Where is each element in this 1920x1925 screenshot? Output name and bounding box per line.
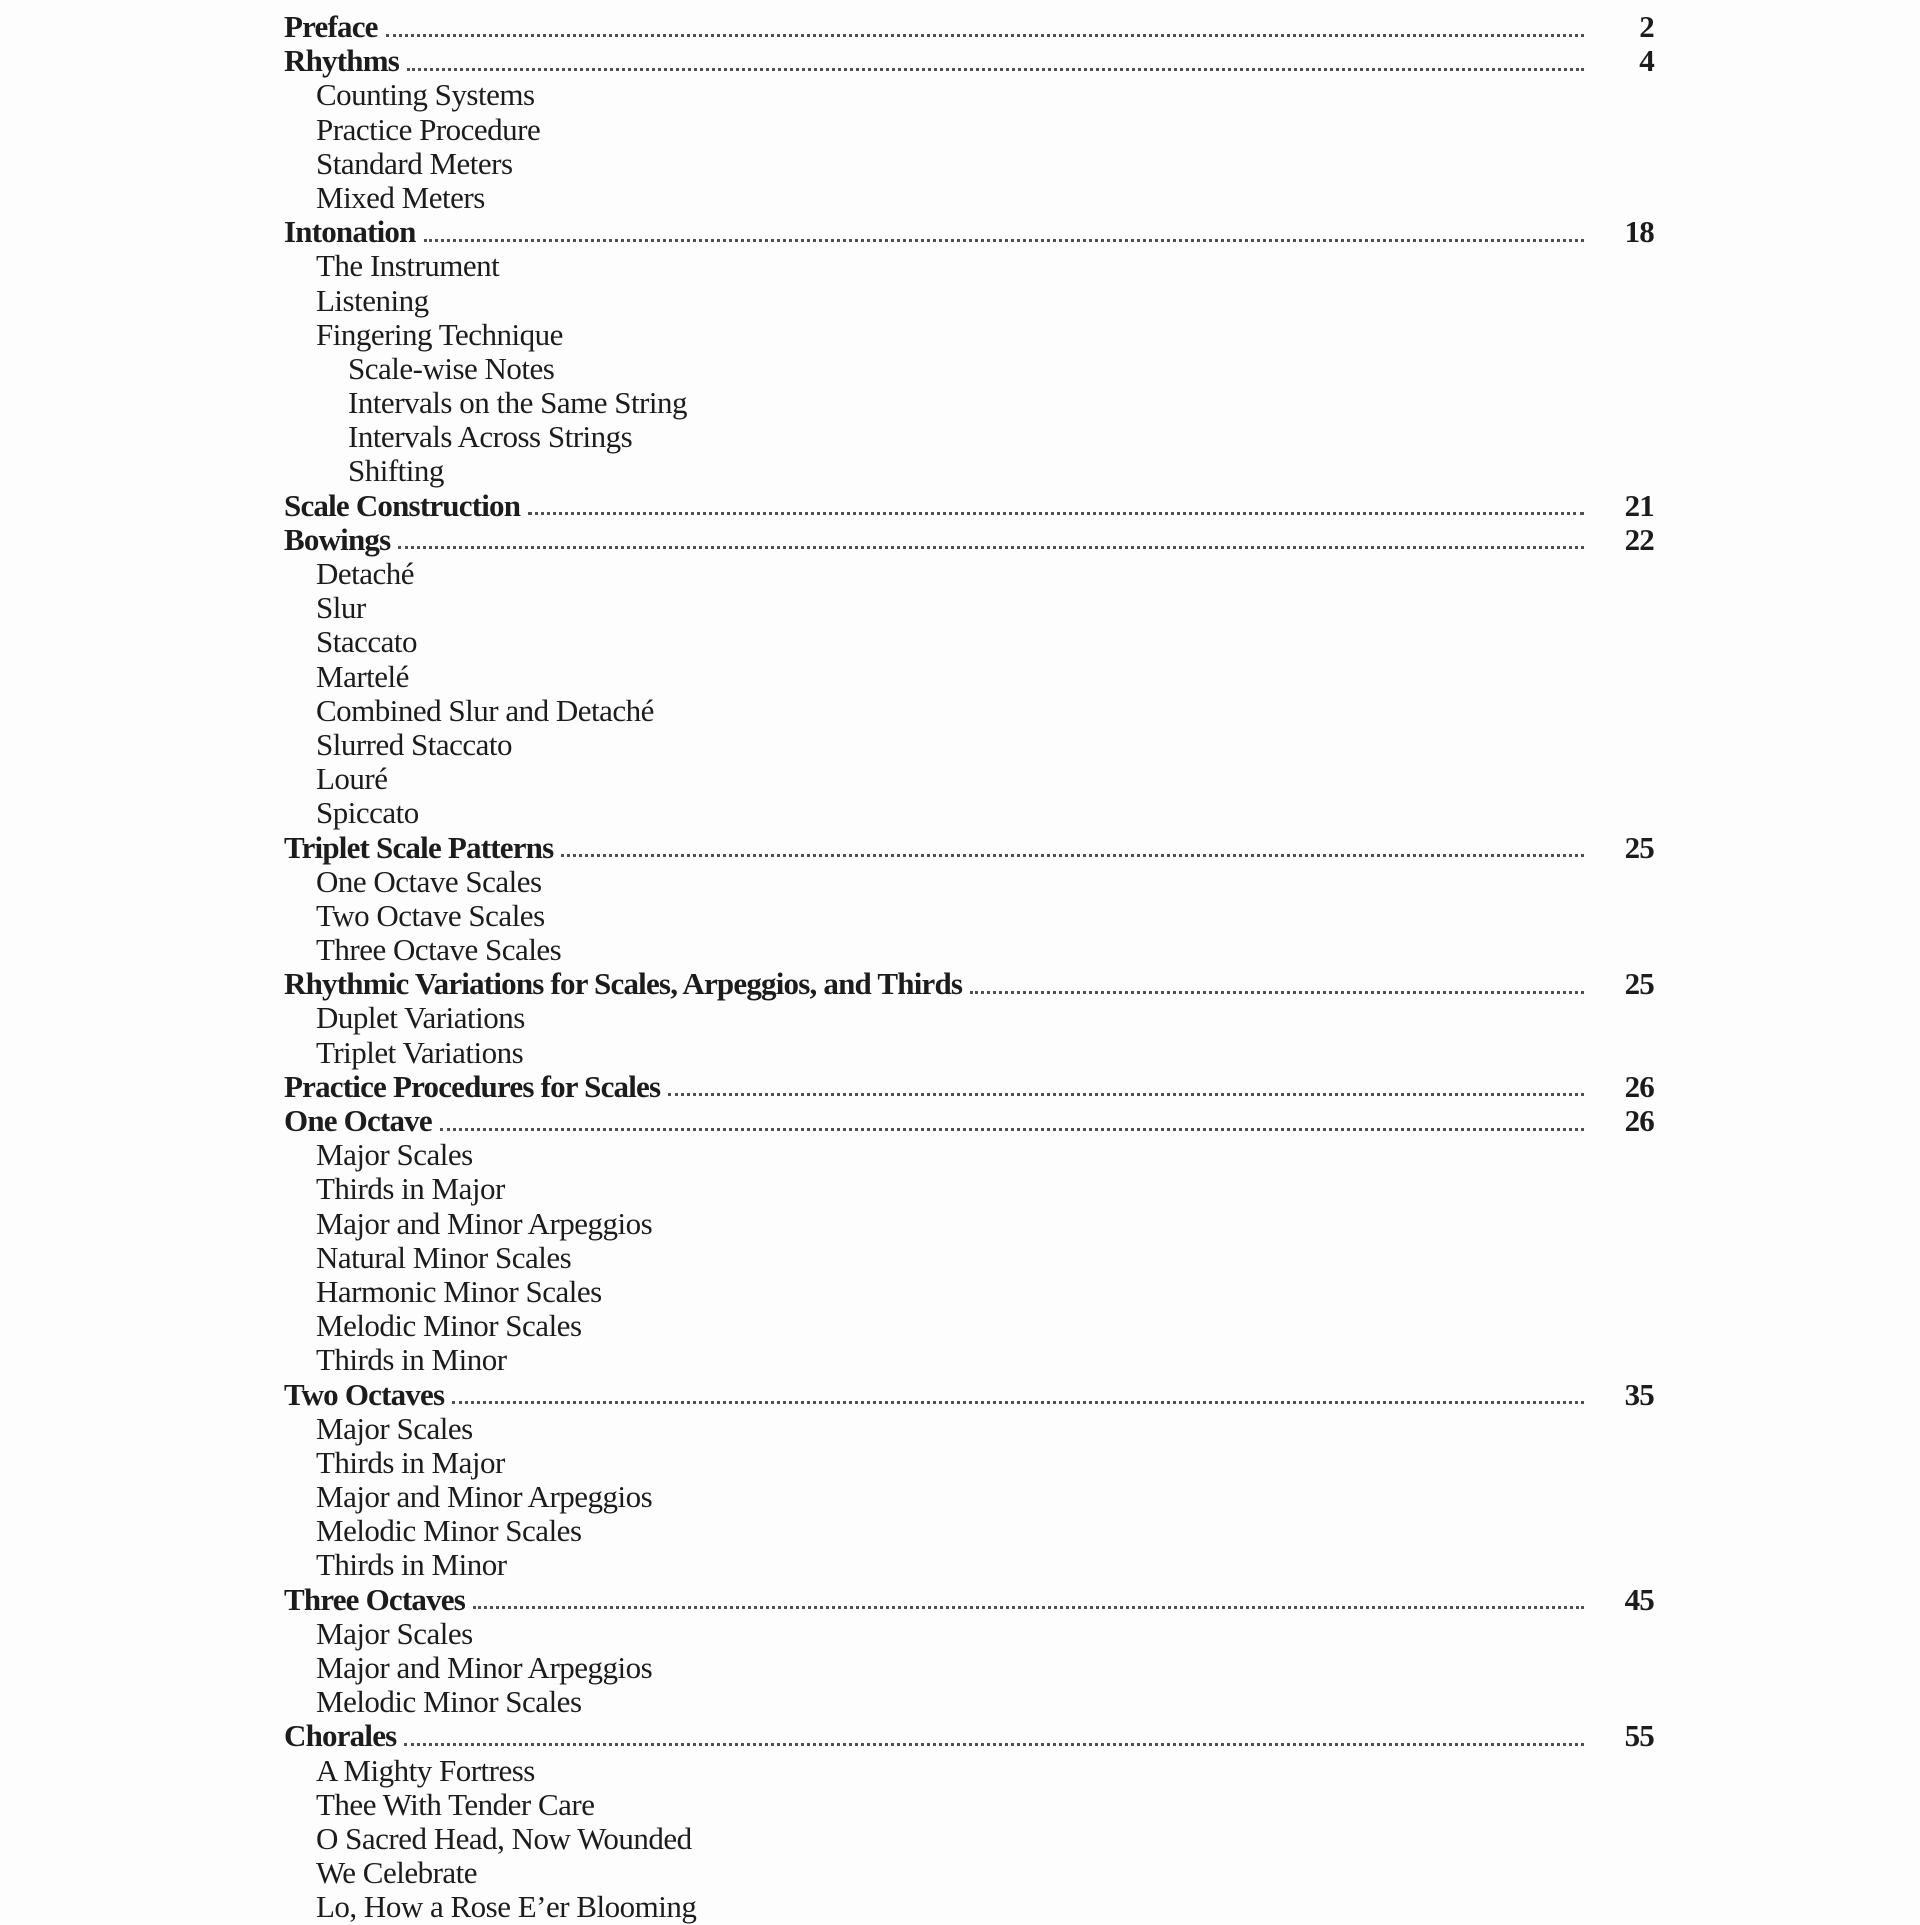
toc-subsection-entry[interactable] [284,1822,1654,1856]
dot-leader [452,1401,1584,1404]
toc-page-number: 2 [1639,9,1654,44]
toc-entry-title: Major Scales [316,1137,473,1173]
toc-subsection-entry[interactable] [284,249,1654,283]
toc-section-entry[interactable] [284,831,1654,865]
toc-subsection-entry[interactable] [284,1001,1654,1035]
toc-subsection-entry[interactable] [284,1685,1654,1719]
dot-leader [473,1606,1584,1609]
toc-entry-title: Intervals on the Same String [348,385,687,421]
toc-section-entry[interactable] [284,1719,1654,1753]
toc-entry-title: Practice Procedures for Scales [284,1068,661,1104]
toc-entry-title: Rhythms [284,43,399,79]
toc-entry-title: Three Octave Scales [316,932,562,968]
toc-entry-title: The Instrument [316,248,500,284]
toc-subsection-entry[interactable] [284,1275,1654,1309]
toc-entry-title: Intonation [284,214,416,250]
toc-entry-title: Mixed Meters [316,179,485,215]
toc-entry-title: Listening [316,282,429,318]
toc-entry-title: Louré [316,761,388,797]
toc-entry-title: Natural Minor Scales [316,1239,572,1275]
toc-entry-title: Counting Systems [316,77,535,113]
toc-entry-title: Standard Meters [316,145,513,181]
toc-entry-title: Fingering Technique [316,316,563,352]
dot-leader [668,1093,1584,1096]
toc-subsection-entry[interactable] [284,796,1654,830]
toc-entry-title: Spiccato [316,795,419,831]
toc-entry-title: Major and Minor Arpeggios [316,1479,653,1515]
toc-subsubsection-entry[interactable] [284,352,1654,386]
toc-entry-title: Combined Slur and Detaché [316,692,654,728]
toc-subsection-entry[interactable] [284,557,1654,591]
toc-entry-title: Thirds in Minor [316,1342,507,1378]
toc-entry-title: Chorales [284,1718,397,1754]
toc-entry-title: Bowings [284,521,391,557]
toc-entry-title: Staccato [316,624,418,660]
toc-subsection-entry[interactable] [284,113,1654,147]
toc-subsection-entry[interactable] [284,284,1654,318]
toc-page-number: 45 [1624,1581,1654,1617]
toc-entry-title: Preface [284,9,378,44]
toc-page-number: 35 [1624,1376,1654,1412]
dot-leader [440,1128,1584,1131]
toc-subsection-entry[interactable] [284,1651,1654,1685]
toc-subsection-entry[interactable] [284,1172,1654,1206]
toc-entry-title: Two Octaves [284,1376,445,1412]
toc-page-number: 21 [1624,487,1654,523]
toc-page-number: 25 [1624,829,1654,865]
toc-entry-title: Melodic Minor Scales [316,1513,582,1549]
toc-section-entry[interactable] [284,1070,1654,1104]
toc-entry-title: Thirds in Major [316,1444,505,1480]
dot-leader [970,991,1584,994]
toc-section-entry[interactable] [284,523,1654,557]
toc-entry-title: Duplet Variations [316,1000,525,1036]
toc-subsection-entry[interactable] [284,1138,1654,1172]
toc-subsection-entry[interactable] [284,1480,1654,1514]
toc-entry-title: We Celebrate [316,1855,478,1891]
dot-leader [407,68,1584,71]
dot-leader [404,1743,1584,1746]
toc-subsection-entry[interactable] [284,1241,1654,1275]
toc-section-entry[interactable] [284,215,1654,249]
toc-subsection-entry[interactable] [284,147,1654,181]
toc-section-entry[interactable] [284,1378,1654,1412]
toc-page-number: 22 [1624,521,1654,557]
toc-subsection-entry[interactable] [284,899,1654,933]
toc-section-entry[interactable] [284,967,1654,1001]
toc-page-number: 26 [1624,1103,1654,1138]
toc-entry-title: Thee With Tender Care [316,1786,595,1822]
toc-entry-title: Three Octaves [284,1581,466,1617]
toc-subsection-entry[interactable] [284,1617,1654,1651]
toc-subsection-entry[interactable] [284,1514,1654,1548]
dot-leader [424,239,1584,242]
toc-entry-title: O Sacred Head, Now Wounded [316,1820,692,1856]
toc-entry-title: Melodic Minor Scales [316,1308,582,1344]
toc-subsection-entry[interactable] [284,694,1654,728]
toc-subsection-entry[interactable] [284,1754,1654,1788]
toc-subsection-entry[interactable] [284,1309,1654,1343]
toc-subsection-entry[interactable] [284,1548,1654,1582]
toc-subsubsection-entry[interactable] [284,386,1654,420]
toc-entry-title: Major and Minor Arpeggios [316,1205,653,1241]
toc-entry-title: Shifting [348,453,444,489]
toc-page-number: 4 [1639,43,1654,79]
toc-entry-title: Slurred Staccato [316,726,513,762]
table-of-contents [284,10,1654,1925]
toc-subsection-entry[interactable] [284,728,1654,762]
dot-leader [398,546,1584,549]
toc-entry-title: Major Scales [316,1410,473,1446]
toc-entry-title: One Octave [284,1103,432,1138]
toc-section-entry[interactable] [284,1104,1654,1138]
toc-entry-title: Major Scales [316,1615,473,1651]
dot-leader [561,854,1584,857]
toc-section-entry[interactable] [284,44,1654,78]
toc-subsection-entry[interactable] [284,1036,1654,1070]
toc-entry-title: Lo, How a Rose E’er Blooming [316,1889,697,1925]
toc-page-number: 18 [1624,214,1654,250]
toc-section-entry[interactable] [284,10,1654,44]
toc-entry-title: Martelé [316,658,409,694]
toc-entry-title: Rhythmic Variations for Scales, Arpeggios, and Thirds [284,966,963,1002]
toc-entry-title: Melodic Minor Scales [316,1684,582,1720]
toc-subsubsection-entry[interactable] [284,420,1654,454]
toc-subsubsection-entry[interactable] [284,454,1654,488]
toc-subsection-entry[interactable] [284,660,1654,694]
toc-entry-title: Thirds in Minor [316,1547,507,1583]
dot-leader [386,34,1584,37]
toc-subsection-entry[interactable] [284,865,1654,899]
toc-subsection-entry[interactable] [284,591,1654,625]
toc-entry-title: Scale Construction [284,487,521,523]
toc-entry-title: Slur [316,590,366,626]
dot-leader [528,512,1584,515]
toc-section-entry[interactable] [284,1583,1654,1617]
toc-entry-title: Thirds in Major [316,1171,505,1207]
toc-page-number: 25 [1624,966,1654,1002]
toc-entry-title: Triplet Scale Patterns [284,829,554,865]
toc-subsection-entry[interactable] [284,1446,1654,1480]
toc-subsection-entry[interactable] [284,78,1654,112]
toc-subsection-entry[interactable] [284,1856,1654,1890]
toc-subsection-entry[interactable] [284,762,1654,796]
toc-entry-title: Triplet Variations [316,1034,524,1070]
toc-page-number: 26 [1624,1068,1654,1104]
toc-entry-title: Intervals Across Strings [348,419,633,455]
toc-subsection-entry[interactable] [284,1788,1654,1822]
toc-entry-title: Harmonic Minor Scales [316,1273,602,1309]
toc-subsection-entry[interactable] [284,1207,1654,1241]
toc-subsection-entry[interactable] [284,181,1654,215]
toc-subsection-entry[interactable] [284,1890,1654,1924]
toc-subsection-entry[interactable] [284,625,1654,659]
toc-subsection-entry[interactable] [284,1343,1654,1377]
toc-entry-title: Detaché [316,556,415,591]
toc-subsection-entry[interactable] [284,1412,1654,1446]
toc-entry-title: Major and Minor Arpeggios [316,1650,653,1685]
toc-entry-title: One Octave Scales [316,863,542,899]
toc-entry-title: Scale-wise Notes [348,350,555,386]
toc-page-number: 55 [1624,1718,1654,1754]
toc-subsection-entry[interactable] [284,318,1654,352]
toc-section-entry[interactable] [284,489,1654,523]
toc-entry-title: A Mighty Fortress [316,1752,535,1788]
toc-subsection-entry[interactable] [284,933,1654,967]
toc-entry-title: Practice Procedure [316,111,541,147]
toc-entry-title: Two Octave Scales [316,897,545,933]
